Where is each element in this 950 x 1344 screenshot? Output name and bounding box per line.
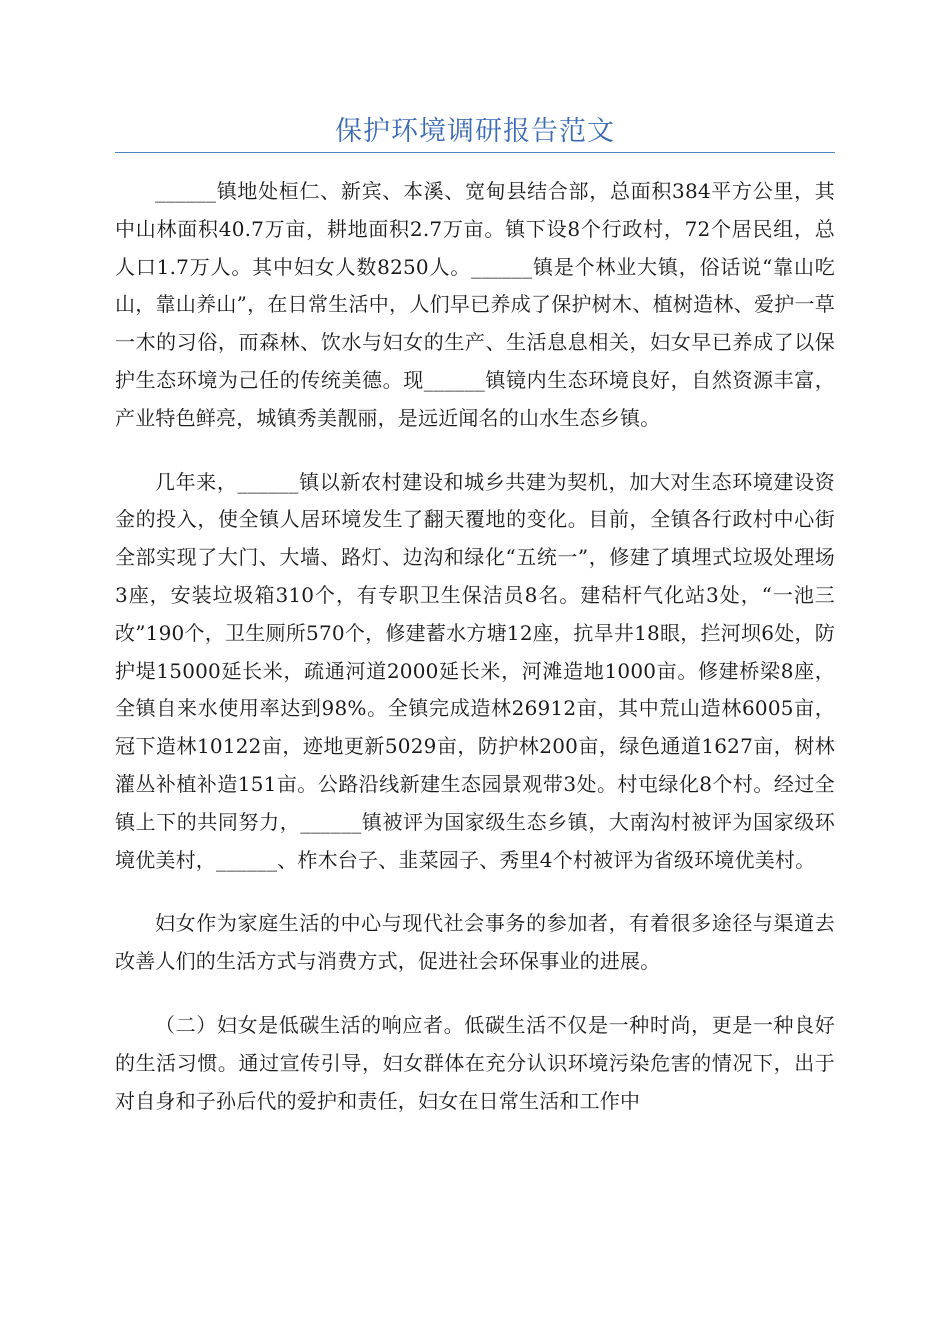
paragraph-women-role: 妇女作为家庭生活的中心与现代社会事务的参加者，有着很多途径与渠道去改善人们的生活方式与消费方式，促进社会环保事业的进展。 [115,911,835,974]
title-underline-rule [115,152,835,153]
document-body [115,173,835,1120]
paragraph-low-carbon-life: （二）妇女是低碳生活的响应者。低碳生活不仅是一种时尚，更是一种良好的生活习惯。通过宣传引导，妇女群体在充分认识环境污染危害的情况下，出于对自身和子孙后代的爱护和责任，妇女在日常生活和工作中 [115,1012,835,1113]
document-title: 保护环境调研报告范文 [335,116,615,147]
paragraph-environment-construction: 几年来，______镇以新农村建设和城乡共建为契机，加大对生态环境建设资金的投入，使全镇人居环境发生了翻天覆地的变化。目前，全镇各行政村中心街全部实现了大门、大墙、路灯、边沟和绿化“五统一”，修建了填埋式垃圾处理场3座，安装垃圾箱310个，有专职卫生保洁员8名。建秸杆气化站3处，“一池三改”190个，卫生厕所570个，修建蓄水方塘12座，抗旱井18眼，拦河坝6处，防护堤15000延长米，疏通河道2000延长米，河滩造地1000亩。修建桥梁8座，全镇自来水使用率达到98%。全镇完成造林26912亩，其中荒山造林6005亩，冠下造林10122亩，迹地更新5029亩，防护林200亩，绿色通道1627亩，树林灌丛补植补造151亩。公路沿线新建生态园景观带3处。村屯绿化8个村。经过全镇上下的共同努力，______镇被评为国家级生态乡镇，大南沟村被评为国家级环境优美村，______、柞木台子、韭菜园子、秀里4个村被评为省级环境优美村。 [115,469,835,872]
paragraph-town-overview: ______镇地处桓仁、新宾、本溪、宽甸县结合部，总面积384平方公里，其中山林面积40.7万亩，耕地面积2.7万亩。镇下设8个行政村，72个居民组，总人口1.7万人。其中妇女人数8250人。______镇是个林业大镇，俗话说“靠山吃山，靠山养山”，在日常生活中，人们早已养成了保护树木、植树造林、爱护一草一木的习俗，而森林、饮水与妇女的生产、生活息息相关，妇女早已养成了以保护生态环境为己任的传统美德。现______镇镜内生态环境良好，自然资源丰富，产业特色鲜亮，城镇秀美靓丽，是远近闻名的山水生态乡镇。 [115,179,835,430]
